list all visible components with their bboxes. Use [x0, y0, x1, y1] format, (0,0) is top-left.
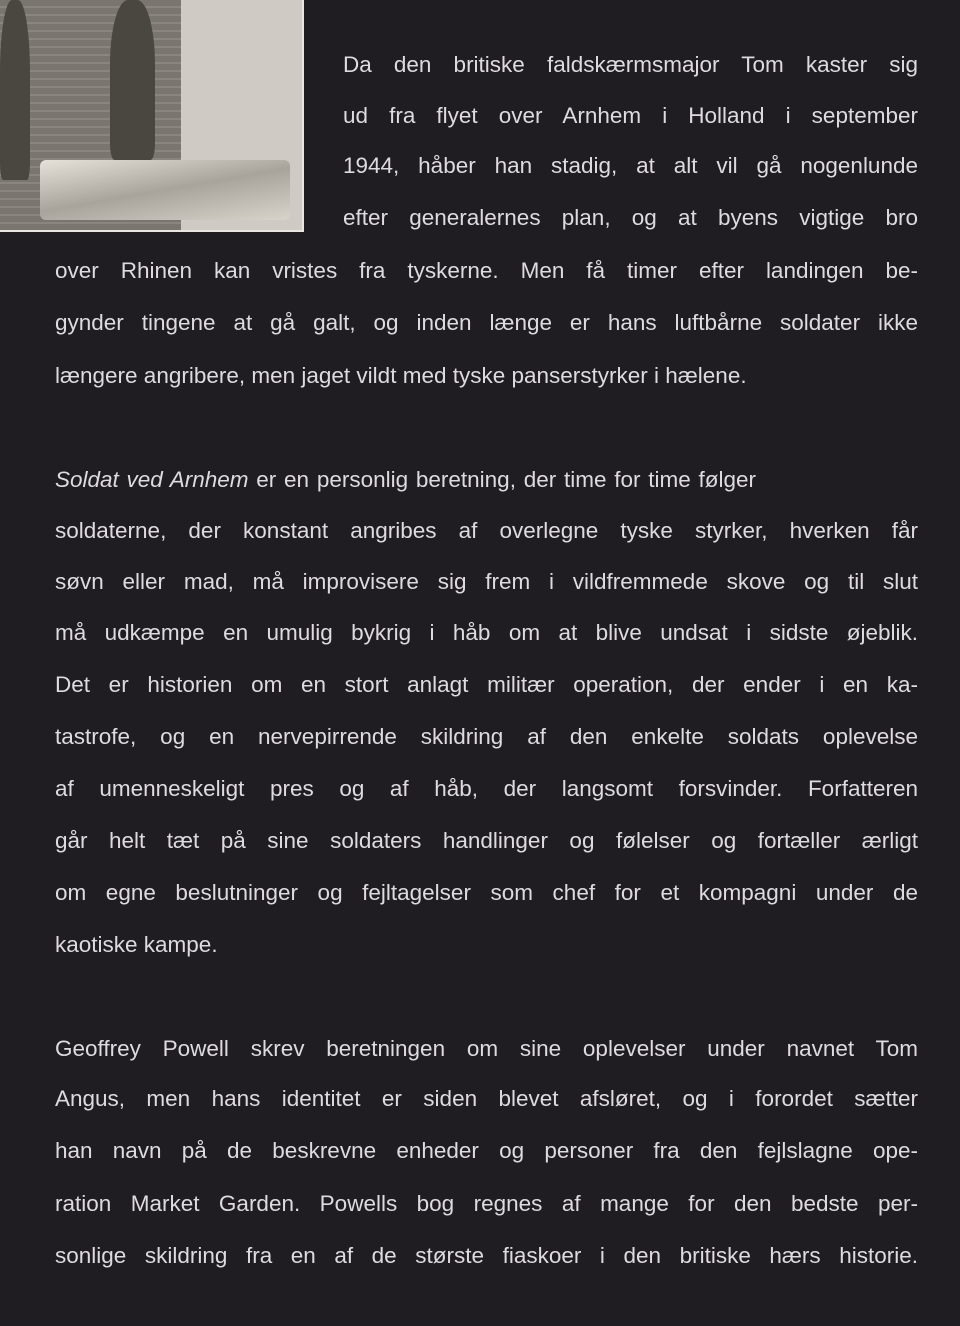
- soldier-figure: [110, 0, 155, 160]
- book-title: Soldat ved Arnhem: [55, 467, 249, 492]
- text-line: kaotiske kampe.: [55, 932, 218, 957]
- text-line: han navn på de beskrevne enheder og personer fra den fejlslagne ope-: [55, 1138, 918, 1163]
- text-line: Da den britiske faldskærmsmajor Tom kaster sig: [343, 52, 918, 77]
- text-line: efter generalernes plan, og at byens vigtige bro: [343, 205, 918, 230]
- text-line: ration Market Garden. Powells bog regnes af mange for den bedste per-: [55, 1191, 918, 1216]
- text-span: er en personlig beretning, der time for time følger: [248, 467, 757, 492]
- text-line: 1944, håber han stadig, at alt vil gå nogenlunde: [343, 153, 918, 178]
- text-line: Angus, men hans identitet er siden blevet afsløret, og i forordet sætter: [55, 1086, 918, 1111]
- text-line: gynder tingene at gå galt, og inden længe er hans luftbårne soldater ikke: [55, 310, 918, 335]
- text-line: Geoffrey Powell skrev beretningen om sine oplevelser under navnet Tom: [55, 1036, 918, 1061]
- text-line: [55, 465, 918, 495]
- text-line: ud fra flyet over Arnhem i Holland i september: [343, 103, 918, 128]
- cover-photo: [0, 0, 304, 232]
- text-line: af umenneskeligt pres og af håb, der langsomt forsvinder. Forfatteren: [55, 776, 918, 801]
- rubble: [40, 160, 290, 220]
- text-line: længere angribere, men jaget vildt med tyske panserstyrker i hælene.: [55, 363, 747, 388]
- text-line: må udkæmpe en umulig bykrig i håb om at blive undsat i sidste øjeblik.: [55, 620, 918, 645]
- text-line: sonlige skildring fra en af de største fiaskoer i den britiske hærs historie.: [55, 1243, 918, 1268]
- text-line: over Rhinen kan vristes fra tyskerne. Men få timer efter landingen be-: [55, 258, 918, 283]
- text-line: går helt tæt på sine soldaters handlinger og følelser og fortæller ærligt: [55, 828, 918, 853]
- text-line: tastrofe, og en nervepirrende skildring af den enkelte soldats oplevelse: [55, 724, 918, 749]
- text-line: soldaterne, der konstant angribes af overlegne tyske styrker, hverken får: [55, 518, 918, 543]
- soldier-figure: [0, 0, 30, 180]
- text-line: om egne beslutninger og fejltagelser som chef for et kompagni under de: [55, 880, 918, 905]
- text-line: søvn eller mad, må improvisere sig frem i vildfremmede skove og til slut: [55, 569, 918, 594]
- text-line: Det er historien om en stort anlagt militær operation, der ender i en ka-: [55, 672, 918, 697]
